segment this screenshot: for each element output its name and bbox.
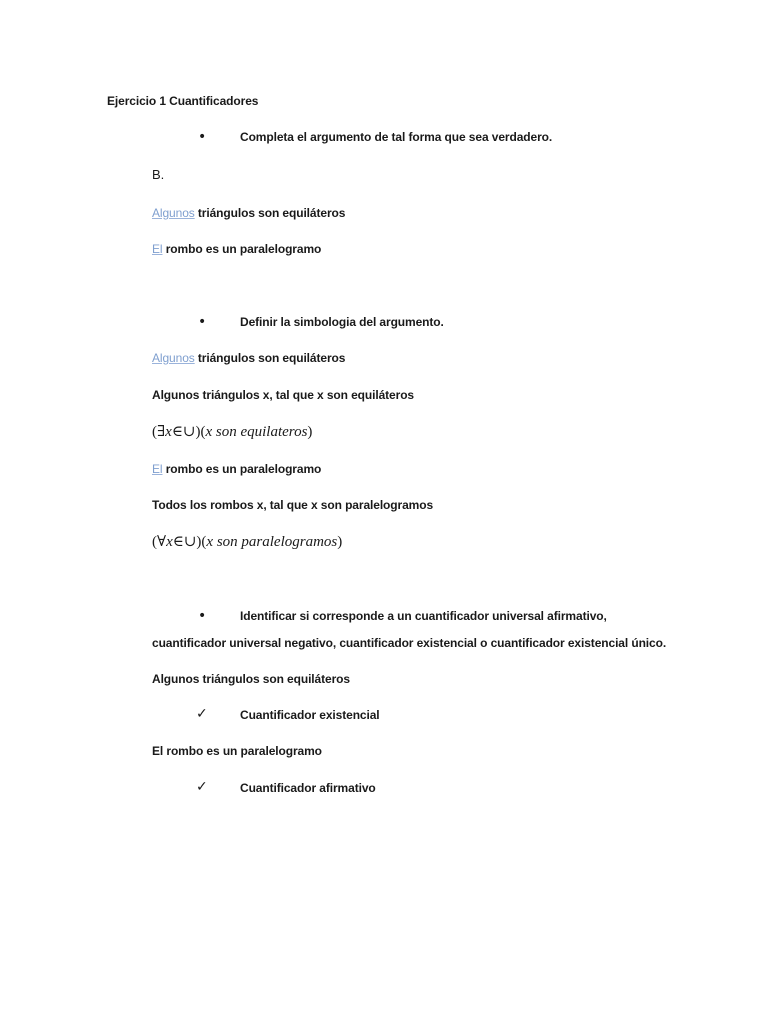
answer-2: Cuantificador afirmativo: [240, 781, 376, 795]
hyperlink-el[interactable]: El: [152, 242, 163, 256]
checkmark-icon: ✓: [196, 706, 208, 722]
formula-mid: ∈∪)(: [172, 534, 207, 550]
argument-line-1: [152, 205, 345, 221]
argument-text: rombo es un paralelogramo: [162, 462, 322, 476]
argument-line-4: [152, 461, 321, 477]
hyperlink-el[interactable]: El: [152, 462, 163, 476]
instruction-1: Completa el argumento de tal forma que sea verdadero.: [240, 130, 553, 144]
formula-var: x: [166, 534, 173, 550]
formula-open: (∀: [152, 534, 167, 550]
instruction-3-line-2: cuantificador universal negativo, cuantificador existencial o cuantificador existencial único.: [152, 636, 667, 650]
formula-open: (∃: [152, 424, 166, 440]
formula-var: x: [165, 424, 172, 440]
document-title: Ejercicio 1 Cuantificadores: [107, 94, 259, 108]
description-2: Todos los rombos x, tal que x son paralelogramos: [152, 498, 434, 512]
argument-text: rombo es un paralelogramo: [162, 242, 322, 256]
section-label: B.: [152, 167, 165, 182]
formula-body: x son paralelogramos: [206, 534, 338, 550]
bullet-icon: •: [198, 608, 207, 624]
answer-1: Cuantificador existencial: [240, 708, 380, 722]
statement-2: El rombo es un paralelogramo: [152, 744, 322, 758]
argument-text: triángulos son equiláteros: [194, 206, 346, 220]
formula-close: ): [307, 424, 313, 440]
argument-text: triángulos son equiláteros: [194, 351, 346, 365]
formula-body: x son equilateros: [205, 424, 308, 440]
hyperlink-algunos[interactable]: Algunos: [152, 206, 195, 220]
formula-universal: [152, 532, 342, 552]
bullet-icon: •: [198, 129, 207, 145]
formula-existential: [152, 422, 312, 442]
instruction-3-line-1: Identificar si corresponde a un cuantificador universal afirmativo,: [240, 609, 607, 623]
description-1: Algunos triángulos x, tal que x son equiláteros: [152, 388, 415, 402]
formula-close: ): [337, 534, 343, 550]
bullet-icon: •: [198, 314, 207, 330]
formula-mid: ∈∪)(: [171, 424, 206, 440]
checkmark-icon: ✓: [196, 779, 208, 795]
argument-line-3: [152, 350, 345, 366]
argument-line-2: [152, 241, 321, 257]
instruction-2: Definir la simbologia del argumento.: [240, 315, 444, 329]
statement-1: Algunos triángulos son equiláteros: [152, 672, 350, 686]
hyperlink-algunos[interactable]: Algunos: [152, 351, 195, 365]
